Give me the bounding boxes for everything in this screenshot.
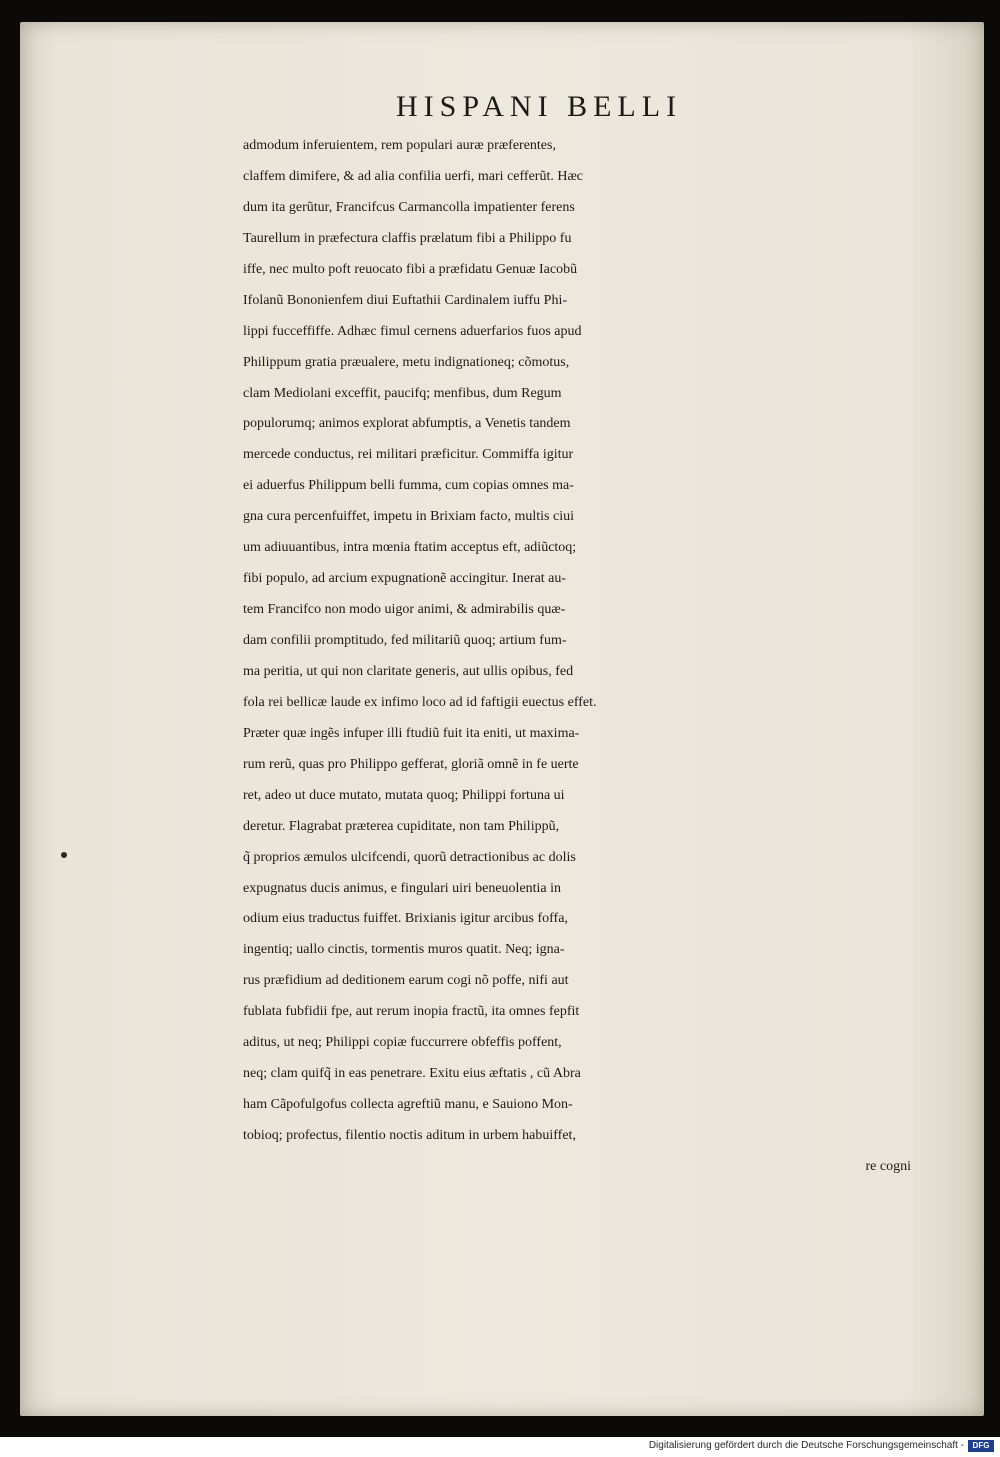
text-line: neq; clam quifq̃ in eas penetrare. Exitu eius æftatis , cũ Abra [243, 1066, 581, 1082]
text-line: fola rei bellicæ laude ex infimo loco ad id faftigii euectus effet. [243, 694, 597, 710]
text-line: Philippum gratia præualere, metu indignationeq; cõmotus, [243, 354, 570, 370]
text-line: dam confilii promptitudo, fed militariũ quoq; artium fum- [243, 633, 567, 648]
text-line: tem Francifco non modo uigor animi, & admirabilis quæ- [243, 602, 566, 618]
running-header: HISPANI BELLI [396, 90, 683, 123]
text-line: fibi populo, ad arcium expugnationẽ accingitur. Inerat au- [243, 571, 567, 587]
text-line: fublata fubfidii fpe, aut rerum inopia fractũ, ita omnes fepfit [243, 1004, 580, 1020]
text-line: ham Cãpofulgofus collecta agreftiũ manu, e Sauiono Mon- [243, 1097, 573, 1113]
text-line: odium eius traductus fuiffet. Brixianis igitur arcibus foffa, [243, 911, 568, 927]
dfg-logo-icon: DFG [968, 1440, 994, 1452]
margin-dot [61, 852, 67, 858]
text-line: deretur. Flagrabat præterea cupiditate, non tam Philippũ, [243, 818, 560, 834]
body-text [243, 131, 923, 1183]
text-line: Ifolanũ Bononienfem diui Euftathii Cardinalem iuffu Phi- [243, 292, 568, 308]
text-line: Præter quæ ingẽs infuper illi ftudiũ fuit ita eniti, ut maxima- [243, 725, 580, 741]
text-line: populorumq; animos explorat abfumptis, a Venetis tandem [243, 416, 571, 432]
text-line: tobioq; profectus, filentio noctis aditum in urbem habuiffet, [243, 1128, 576, 1143]
text-line: ei aduerfus Philippum belli fumma, cum copias omnes ma- [243, 478, 574, 494]
text-line: clam Mediolani exceffit, paucifq; menfibus, dum Regum [243, 385, 562, 401]
text-line: Taurellum in præfectura claffis prælatum fibi a Philippo fu [243, 230, 572, 246]
footer-bar [0, 1437, 1000, 1457]
text-line: dum ita gerũtur, Francifcus Carmancolla impatienter ferens [243, 199, 575, 215]
text-line: expugnatus ducis animus, e fingulari uiri beneuolentia in [243, 880, 562, 896]
text-line: aditus, ut neq; Philippi copiæ fuccurrere obfeffis poffent, [243, 1035, 562, 1051]
footer-credit: Digitalisierung gefördert durch die Deutsche Forschungsgemeinschaft - [648, 1440, 964, 1451]
text-line: claffem dimifere, & ad alia confilia uerfi, mari cefferũt. Hæc [243, 168, 583, 184]
text-line: ma peritia, ut qui non claritate generis, aut ullis opibus, fed [243, 663, 574, 679]
catchword: re cogni [865, 1158, 911, 1174]
text-line: q̃ proprios æmulos ulcifcendi, quorũ detractionibus ac dolis [243, 849, 576, 865]
text-line: iffe, nec multo poft reuocato fibi a præfidatu Genuæ Iacobũ [243, 261, 578, 277]
text-line: rus præfidium ad deditionem earum cogi nõ poffe, nifi aut [243, 973, 569, 989]
text-line: mercede conductus, rei militari præficitur. Commiffa igitur [243, 447, 574, 463]
text-line: gna cura percenfuiffet, impetu in Brixiam facto, multis ciui [243, 509, 574, 525]
text-line: rum rerũ, quas pro Philippo gefferat, gloriã omnẽ in fe uerte [243, 756, 579, 772]
text-line: ingentiq; uallo cinctis, tormentis muros quatit. Neq; igna- [243, 942, 565, 958]
text-line: ret, adeo ut duce mutato, mutata quoq; Philippi fortuna ui [243, 787, 565, 803]
text-line: admodum inferuientem, rem populari auræ præferentes, [243, 138, 556, 153]
text-line: um adiuuantibus, intra mœnia ftatim acceptus eft, adiũctoq; [243, 540, 577, 556]
text-line: lippi fucceffiffe. Adhæc fimul cernens aduerfarios fuos apud [243, 323, 582, 339]
